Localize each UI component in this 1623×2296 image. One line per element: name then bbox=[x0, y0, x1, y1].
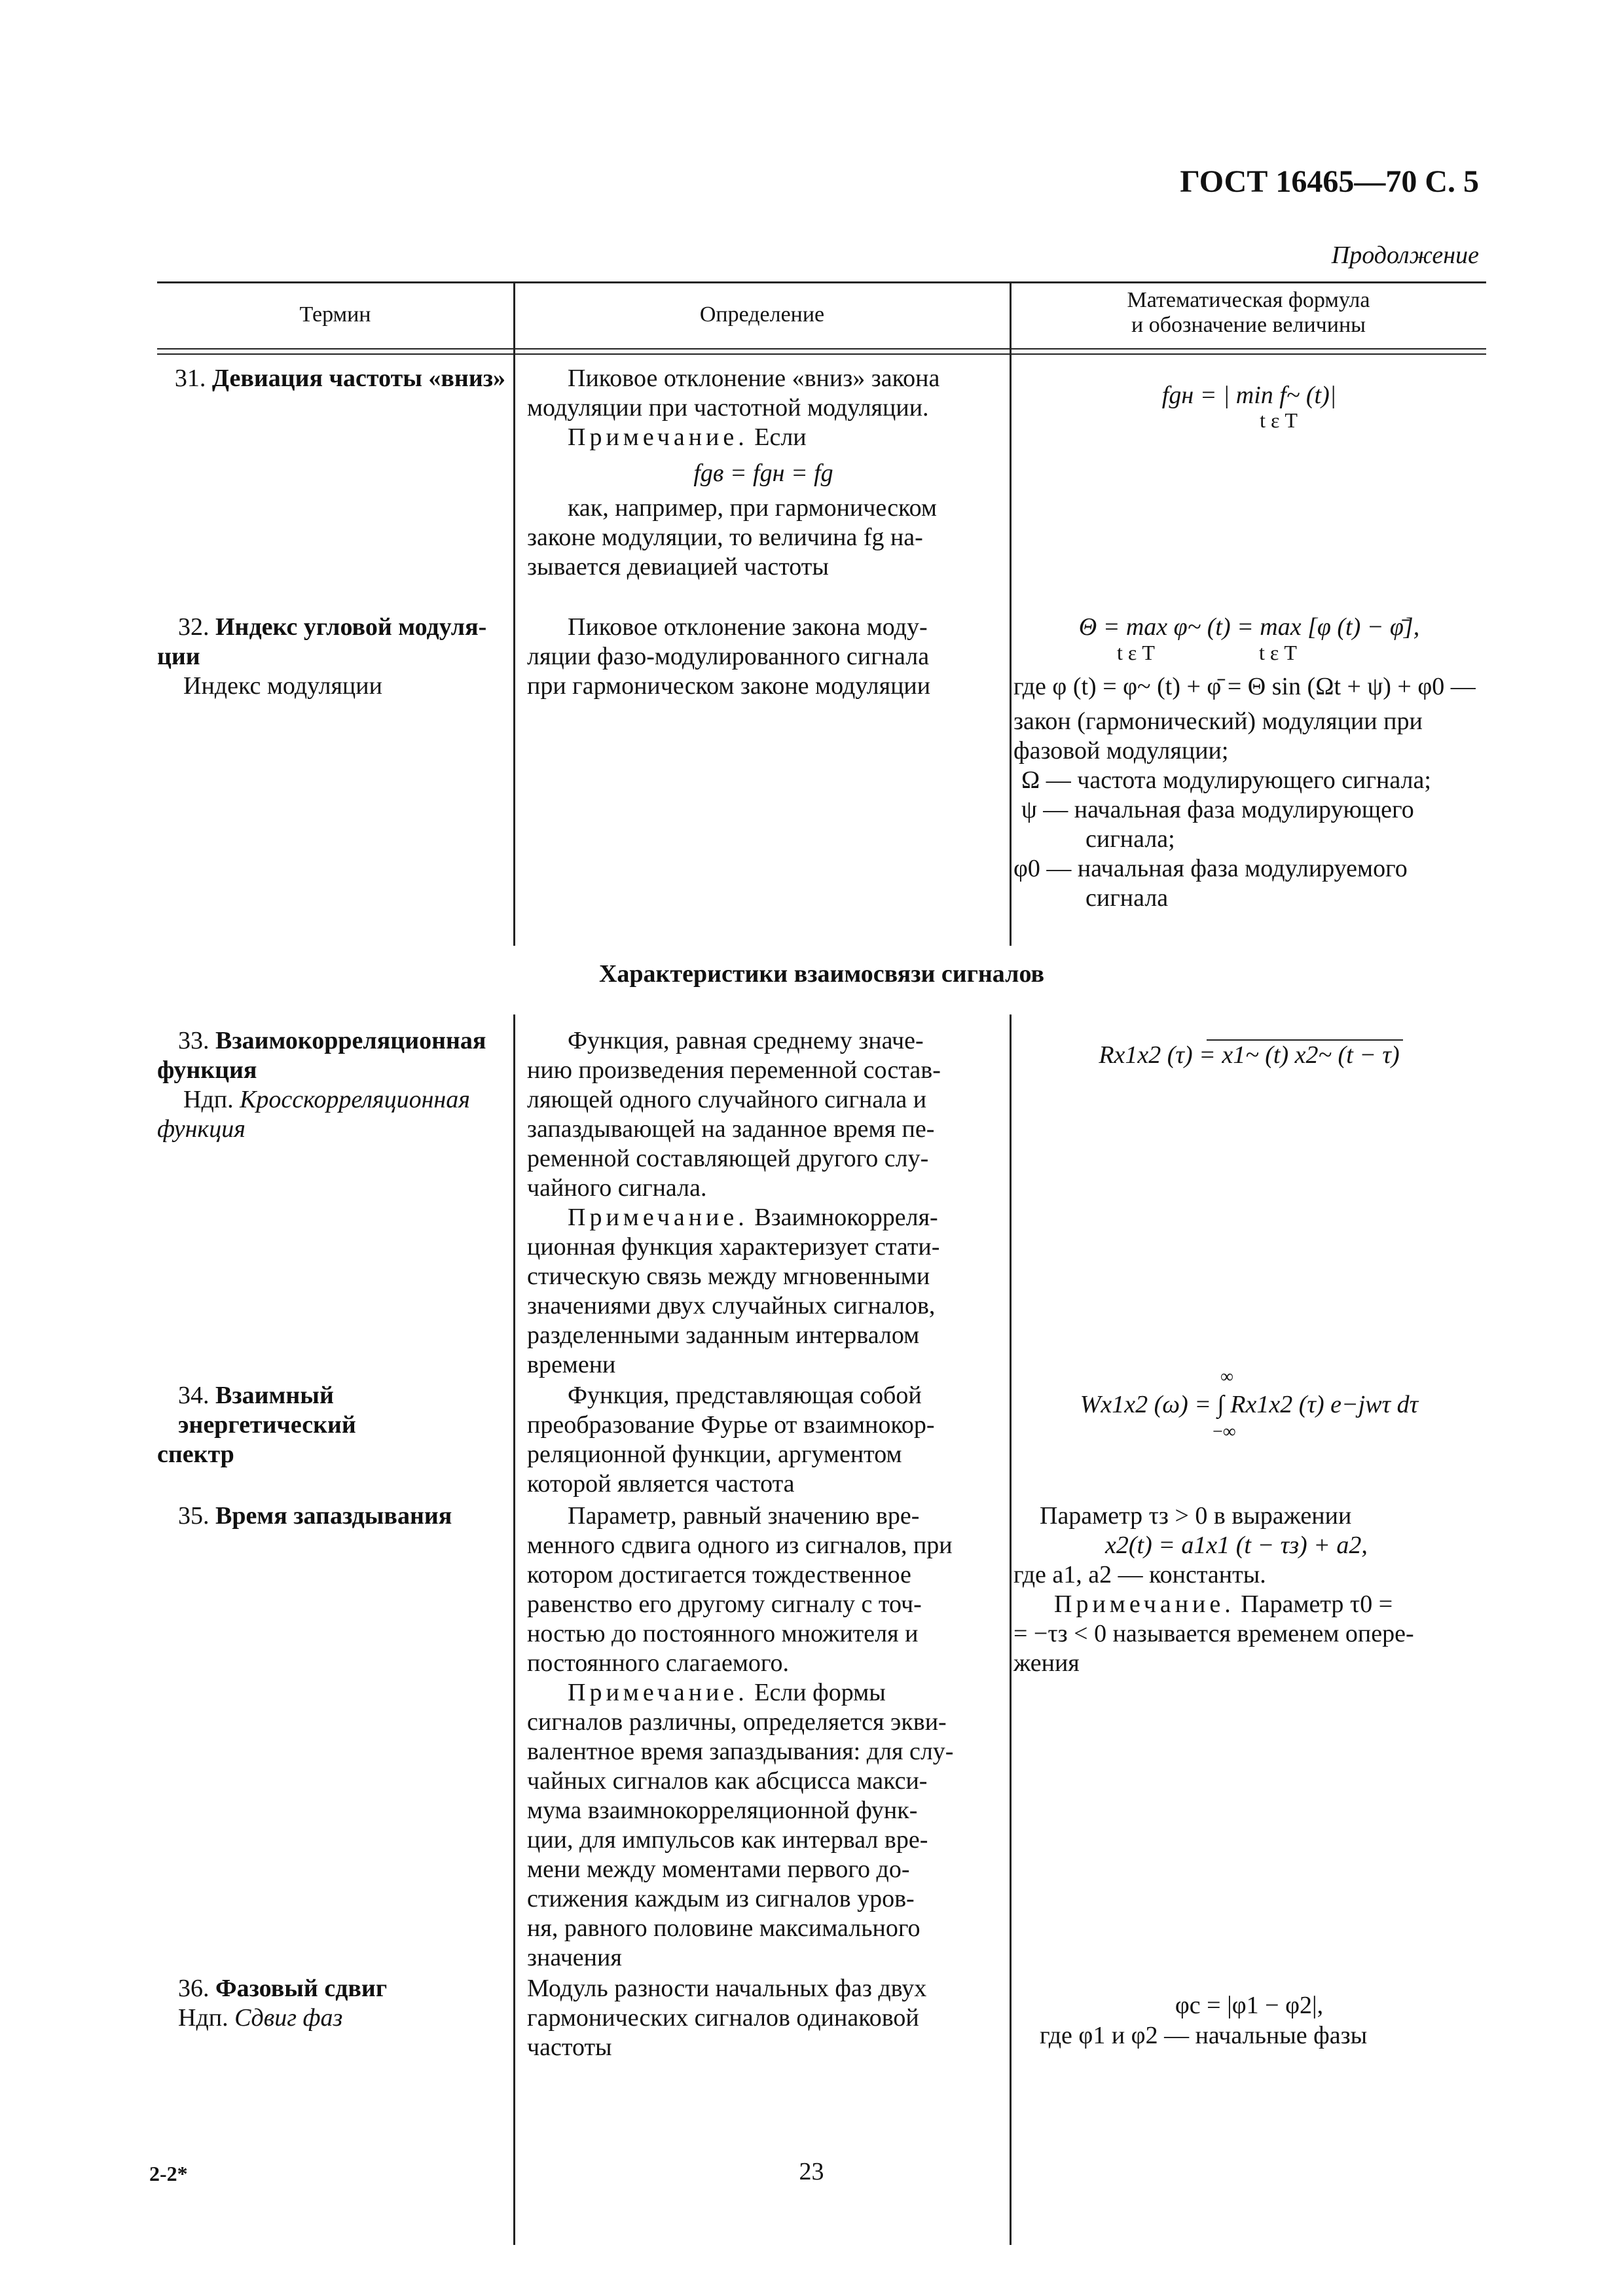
entry-31-formula-sub: t ε T bbox=[1260, 408, 1298, 432]
entry-35-math-note-text: Параметр τ0 = bbox=[1241, 1590, 1393, 1618]
entry-33-formula: Rx1x2 (τ) = x1~ (t) x2~ (t − τ) bbox=[1099, 1041, 1400, 1069]
entry-35-def-line-1: Параметр, равный значению вре- bbox=[568, 1502, 920, 1530]
entry-31-term bbox=[157, 364, 505, 393]
entry-35-note-line-2: сигналов различны, определяется экви- bbox=[527, 1708, 947, 1736]
entry-33-ndp: Ндп. bbox=[183, 1086, 234, 1113]
entry-33-number: 33. bbox=[178, 1027, 210, 1054]
column-divider-2-lower bbox=[1010, 1014, 1012, 2245]
entry-35-definition bbox=[527, 1501, 1000, 1973]
entry-33-term bbox=[157, 1026, 504, 1144]
entry-33-def-line-2: нию произведения переменной состав- bbox=[527, 1056, 941, 1084]
entry-33-ndp-term-2: функция bbox=[157, 1115, 246, 1143]
column-header-formula-line2: и обозначение величины bbox=[1131, 313, 1366, 337]
table-header-rule-1 bbox=[157, 348, 1486, 350]
entry-35-note-line-5: мума взаимнокорреляционной функ- bbox=[527, 1797, 918, 1824]
entry-36-formula: φс = |φ1 − φ2|, bbox=[1175, 1992, 1324, 2019]
entry-32-formula: Θ = max φ~ (t) = max [φ (t) − φ̄], bbox=[1078, 613, 1420, 641]
entry-36-definition bbox=[527, 1974, 1000, 2062]
entry-35-math-line-1: Параметр τз > 0 в выражении bbox=[1040, 1502, 1352, 1530]
entry-32-omega: Ω — частота модулирующего сигнала; bbox=[1021, 766, 1431, 794]
entry-35-term-text: Время запаздывания bbox=[215, 1502, 452, 1530]
column-divider-1-lower bbox=[513, 1014, 515, 2245]
table-header-rule-2 bbox=[157, 353, 1486, 355]
entry-33-def-line-3: ляющей одного случайного сигнала и bbox=[527, 1086, 927, 1113]
entry-33-ndp-term-1: Кросскорреляционная bbox=[240, 1086, 470, 1113]
entry-35-def-line-4: равенство его другому сигналу с точ- bbox=[527, 1590, 922, 1618]
entry-31-after-line-3: зывается девиацией частоты bbox=[527, 553, 829, 581]
entry-33-note-line-3: стическую связь между мгновенными bbox=[527, 1263, 930, 1290]
entry-33-def-line-5: ременной составляющей другого слу- bbox=[527, 1145, 929, 1172]
entry-34-term bbox=[157, 1381, 504, 1469]
entry-35-math-note bbox=[1013, 1590, 1485, 1619]
entry-33-def-line-4: запаздывающей на заданное время пе- bbox=[527, 1115, 935, 1143]
entry-34-def-line-2: преобразование Фурье от взаимнокор- bbox=[527, 1411, 935, 1439]
entry-36-def-line-3: частоты bbox=[527, 2034, 612, 2061]
entry-32-math bbox=[1013, 613, 1485, 913]
entry-35-def-line-3: котором достигается тождественное bbox=[527, 1561, 911, 1588]
entry-31-note-label: Примечание. bbox=[568, 423, 748, 451]
entry-36-ndp: Ндп. bbox=[178, 2004, 228, 2032]
entry-33-note-line-5: разделенными заданным интервалом bbox=[527, 1321, 920, 1349]
entry-35-def-line-2: менного сдвига одного из сигналов, при bbox=[527, 1532, 953, 1559]
entry-33-def-line-6: чайного сигнала. bbox=[527, 1174, 707, 1202]
entry-36-ndp-term: Сдвиг фаз bbox=[234, 2004, 343, 2032]
entry-34-formula: Wx1x2 (ω) = ∫ Rx1x2 (τ) e−jwτ dτ bbox=[1080, 1391, 1419, 1418]
section-title: Характеристики взаимосвязи сигналов bbox=[598, 960, 1045, 988]
entry-32-definition bbox=[527, 613, 1000, 701]
entry-36-number: 36. bbox=[178, 1975, 210, 2002]
column-header-term: Термин bbox=[299, 302, 371, 327]
entry-36-term-text: Фазовый сдвиг bbox=[215, 1975, 388, 2002]
entry-33-def-line-1: Функция, равная среднему значе- bbox=[568, 1027, 924, 1054]
entry-35-note-label: Примечание. bbox=[568, 1679, 748, 1706]
entry-31-term-text: Девиация частоты «вниз» bbox=[211, 365, 505, 392]
entry-33-note-label: Примечание. bbox=[568, 1204, 748, 1231]
entry-31-note bbox=[527, 423, 1000, 452]
entry-31-def-line-1: Пиковое отклонение «вниз» закона bbox=[568, 365, 940, 392]
entry-34-term-line-1: Взаимный энергетический bbox=[178, 1382, 356, 1439]
entry-32-term-line-2: ции bbox=[157, 643, 200, 670]
entry-32-synonym: Индекс модуляции bbox=[183, 672, 382, 700]
entry-31-after-line-1: как, например, при гармоническом bbox=[568, 494, 937, 522]
entry-35-note-line-9: ня, равного половине максимального bbox=[527, 1914, 921, 1942]
entry-32-term bbox=[157, 613, 504, 701]
table-top-rule bbox=[157, 281, 1486, 283]
column-header-formula-line1: Математическая формула bbox=[1127, 288, 1370, 312]
entry-35-math-line-2: x2(t) = a1x1 (t − τз) + a2, bbox=[1105, 1532, 1368, 1559]
entry-32-psi-line-1: ψ — начальная фаза модулирующего bbox=[1021, 796, 1414, 823]
entry-33-term-line-2: функция bbox=[157, 1056, 257, 1084]
entry-36-term bbox=[157, 1974, 504, 2033]
entry-35-note-line-6: ции, для импульсов как интервал вре- bbox=[527, 1826, 928, 1854]
entry-31-note-formula: fgв = fgн = fg bbox=[693, 459, 833, 487]
entry-35-math-line-6: жения bbox=[1013, 1649, 1080, 1677]
entry-32-def-line-1: Пиковое отклонение закона моду- bbox=[568, 613, 928, 641]
entry-35-math-line-5: = −τз < 0 называется временем опере- bbox=[1013, 1620, 1414, 1647]
entry-35-note bbox=[527, 1678, 1000, 1708]
entry-32-psi-line-2: сигнала; bbox=[1085, 825, 1175, 853]
entry-34-integral-top: ∞ bbox=[1220, 1367, 1233, 1387]
entry-35-math-line-3: где a1, a2 — константы. bbox=[1013, 1561, 1266, 1588]
entry-33-note-line-4: значениями двух случайных сигналов, bbox=[527, 1292, 936, 1319]
entry-33-note-line-1: Взаимнокорреля- bbox=[754, 1204, 938, 1231]
entry-31-after-line-2: законе модуляции, то величина fg на- bbox=[527, 524, 923, 551]
entry-33-definition bbox=[527, 1026, 1000, 1380]
entry-34-integral-bottom: −∞ bbox=[1213, 1422, 1236, 1442]
entry-33-note-line-2: ционная функция характеризует стати- bbox=[527, 1233, 940, 1261]
entry-32-phi-line-2: сигнала bbox=[1085, 884, 1169, 912]
entry-32-formula-sub-2: t ε T bbox=[1259, 641, 1297, 664]
entry-34-definition bbox=[527, 1381, 1000, 1499]
continuation-label: Продолжение bbox=[1331, 242, 1479, 269]
entry-32-def-line-2: ляции фазо-модулированного сигнала bbox=[527, 643, 930, 670]
entry-33-term-line-1: Взаимокорреляционная bbox=[215, 1027, 486, 1054]
entry-32-number: 32. bbox=[178, 613, 210, 641]
column-header-definition: Определение bbox=[699, 302, 825, 327]
entry-35-number: 35. bbox=[178, 1502, 210, 1530]
entry-35-note-line-8: стижения каждым из сигналов уров- bbox=[527, 1885, 915, 1912]
entry-35-note-line-7: мени между моментами первого до- bbox=[527, 1856, 910, 1883]
entry-34-number: 34. bbox=[178, 1382, 210, 1409]
entry-34-def-line-1: Функция, представляющая собой bbox=[568, 1382, 922, 1409]
column-divider-2 bbox=[1010, 281, 1012, 946]
entry-34-def-line-3: реляционной функции, аргументом bbox=[527, 1441, 902, 1468]
entry-33-note-line-6: времени bbox=[527, 1351, 616, 1378]
entry-33-note bbox=[527, 1203, 1000, 1232]
entry-34-term-line-2: спектр bbox=[157, 1441, 234, 1468]
entry-32-desc-line-1: закон (гармонический) модуляции при bbox=[1013, 708, 1423, 735]
entry-35-math bbox=[1013, 1501, 1485, 1678]
entry-32-phi-line-1: φ0 — начальная фаза модулируемого bbox=[1013, 855, 1408, 882]
entry-35-note-line-10: значения bbox=[527, 1944, 622, 1971]
entry-31-note-text: Если bbox=[754, 423, 807, 451]
entry-32-formula-subs bbox=[1013, 642, 1485, 668]
document-header: ГОСТ 16465—70 С. 5 bbox=[1180, 164, 1479, 199]
entry-35-note-line-1: Если формы bbox=[754, 1679, 886, 1706]
entry-35-def-line-6: постоянного слагаемого. bbox=[527, 1649, 790, 1677]
entry-31-formula: fgн = | min f~ (t)| bbox=[1161, 382, 1337, 409]
column-divider-1 bbox=[513, 281, 515, 946]
entry-36-def-line-1: Модуль разности начальных фаз двух bbox=[527, 1975, 927, 2002]
entry-35-note-line-4: чайных сигналов как абсцисса макси- bbox=[527, 1767, 928, 1795]
entry-31-def-line-2: модуляции при частотной модуляции. bbox=[527, 394, 929, 422]
footer-mark: 2-2* bbox=[149, 2162, 188, 2185]
entry-32-where: где φ (t) = φ~ (t) + φ̄ = Θ sin (Ωt + ψ) + φ0 — bbox=[1013, 673, 1476, 700]
entry-36-where: где φ1 и φ2 — начальные фазы bbox=[1040, 2022, 1368, 2049]
entry-31-number: 31. bbox=[174, 365, 206, 392]
entry-35-def-line-5: ностью до постоянного множителя и bbox=[527, 1620, 919, 1647]
entry-34-def-line-4: которой является частота bbox=[527, 1470, 795, 1498]
entry-31-definition bbox=[527, 364, 1000, 582]
entry-35-term bbox=[157, 1501, 504, 1531]
page-number: 23 bbox=[799, 2158, 824, 2185]
entry-36-def-line-2: гармонических сигналов одинаковой bbox=[527, 2004, 919, 2032]
entry-32-formula-sub-1: t ε T bbox=[1117, 641, 1155, 664]
entry-32-term-line-1: Индекс угловой модуля- bbox=[215, 613, 487, 641]
entry-35-note-line-3: валентное время запаздывания: для слу- bbox=[527, 1738, 954, 1765]
entry-35-math-note-label: Примечание. bbox=[1054, 1590, 1235, 1618]
entry-33-formula-overline bbox=[1207, 1039, 1403, 1041]
entry-32-def-line-3: при гармоническом законе модуляции bbox=[527, 672, 931, 700]
entry-32-desc-line-2: фазовой модуляции; bbox=[1013, 737, 1229, 764]
